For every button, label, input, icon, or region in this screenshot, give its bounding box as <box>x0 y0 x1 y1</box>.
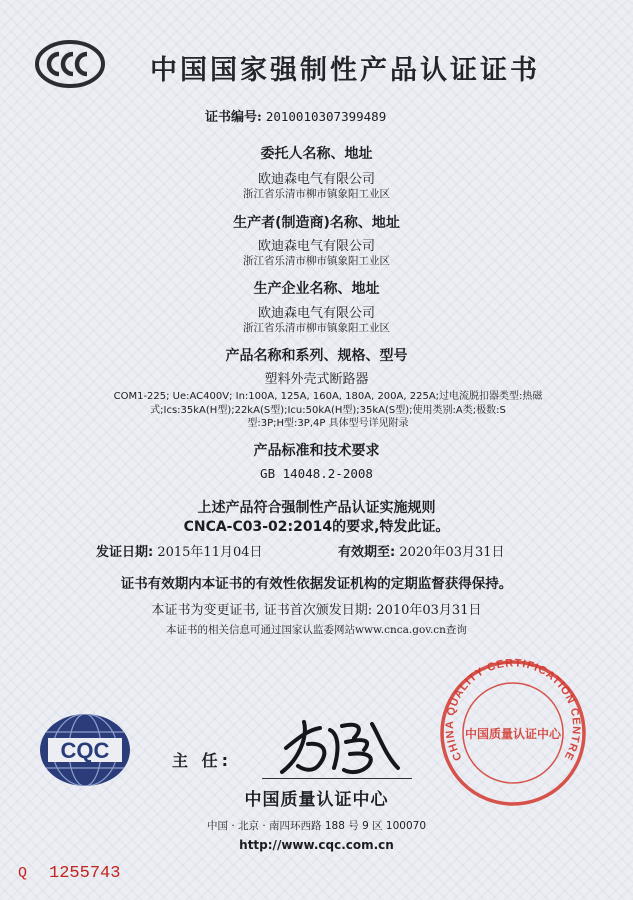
issue-date-label: 发证日期: <box>96 545 154 560</box>
expiry-date <box>338 541 505 560</box>
issuer-address: 中国 · 北京 · 南四环西路 188 号 9 区 100070 <box>206 820 427 832</box>
issue-date-value: 2015年11月04日 <box>157 545 263 560</box>
director-signature <box>268 708 418 780</box>
cqc-logo-text: CQC <box>60 738 110 763</box>
client-name: 欧迪森电气有限公司 <box>257 172 375 187</box>
factory-address: 浙江省乐清市柳市镇象阳工业区 <box>243 322 390 334</box>
issue-date <box>96 541 263 560</box>
conformity-line-1: 上述产品符合强制性产品认证实施规则 <box>197 500 436 516</box>
serial-value: 1255743 <box>49 864 121 883</box>
website-note: 本证书的相关信息可通过国家认监委网站www.cnca.gov.cn查询 <box>166 624 467 636</box>
change-statement: 本证书为变更证书, 证书首次颁发日期: 2010年03月31日 <box>151 603 482 618</box>
factory-heading: 生产企业名称、地址 <box>253 281 380 297</box>
ccc-logo-icon <box>35 40 105 88</box>
signature-line <box>262 778 412 779</box>
serial-prefix: Q <box>18 865 28 882</box>
product-heading: 产品名称和系列、规格、型号 <box>225 348 408 364</box>
issuer-website: http://www.cqc.com.cn <box>239 838 394 852</box>
cqc-logo-icon <box>38 712 132 788</box>
product-specification <box>68 390 588 431</box>
manufacturer-heading: 生产者(制造商)名称、地址 <box>233 215 400 231</box>
serial-number <box>18 864 120 883</box>
director-label: 主 任: <box>172 751 232 770</box>
factory-name: 欧迪森电气有限公司 <box>257 306 375 321</box>
official-seal <box>438 658 588 808</box>
certificate-number-label: 证书编号: <box>205 110 262 125</box>
spec-line: COM1-225; Ue:AC400V; In:100A, 125A, 160A, 180A, 200A, 225A;过电流脱扣器类型:热磁 <box>113 391 543 402</box>
manufacturer-address: 浙江省乐清市柳市镇象阳工业区 <box>243 255 390 267</box>
spec-line: 式;Ics:35kA(H型);22kA(S型);Icu:50kA(H型);35kA(S型);使用类别:A类;极数:S <box>150 404 506 416</box>
client-address: 浙江省乐清市柳市镇象阳工业区 <box>243 188 390 200</box>
client-heading: 委托人名称、地址 <box>260 146 373 162</box>
conformity-line-2: CNCA-C03-02:2014的要求,特发此证。 <box>183 519 450 535</box>
seal-ring-text: CHINA QUALITY CERTIFICATION CENTRE <box>443 658 583 763</box>
certificate-number-value: 2010010307399489 <box>265 109 387 124</box>
spec-line: 型:3P;H型:3P,4P 具体型号详见附录 <box>247 418 409 429</box>
expiry-date-label: 有效期至: <box>338 545 396 560</box>
standard-heading: 产品标准和技术要求 <box>253 443 380 459</box>
product-name: 塑料外壳式断路器 <box>264 372 369 387</box>
issuer-name: 中国质量认证中心 <box>244 790 389 810</box>
certificate-title: 中国国家强制性产品认证证书 <box>150 55 540 86</box>
manufacturer-name: 欧迪森电气有限公司 <box>257 239 375 254</box>
validity-statement: 证书有效期内本证书的有效性依据发证机构的定期监督获得保持。 <box>120 576 513 592</box>
expiry-date-value: 2020年03月31日 <box>399 545 505 560</box>
standard-value: GB 14048.2-2008 <box>260 466 373 481</box>
certificate-number <box>205 106 386 125</box>
seal-center-text: 中国质量认证中心 <box>464 727 562 741</box>
